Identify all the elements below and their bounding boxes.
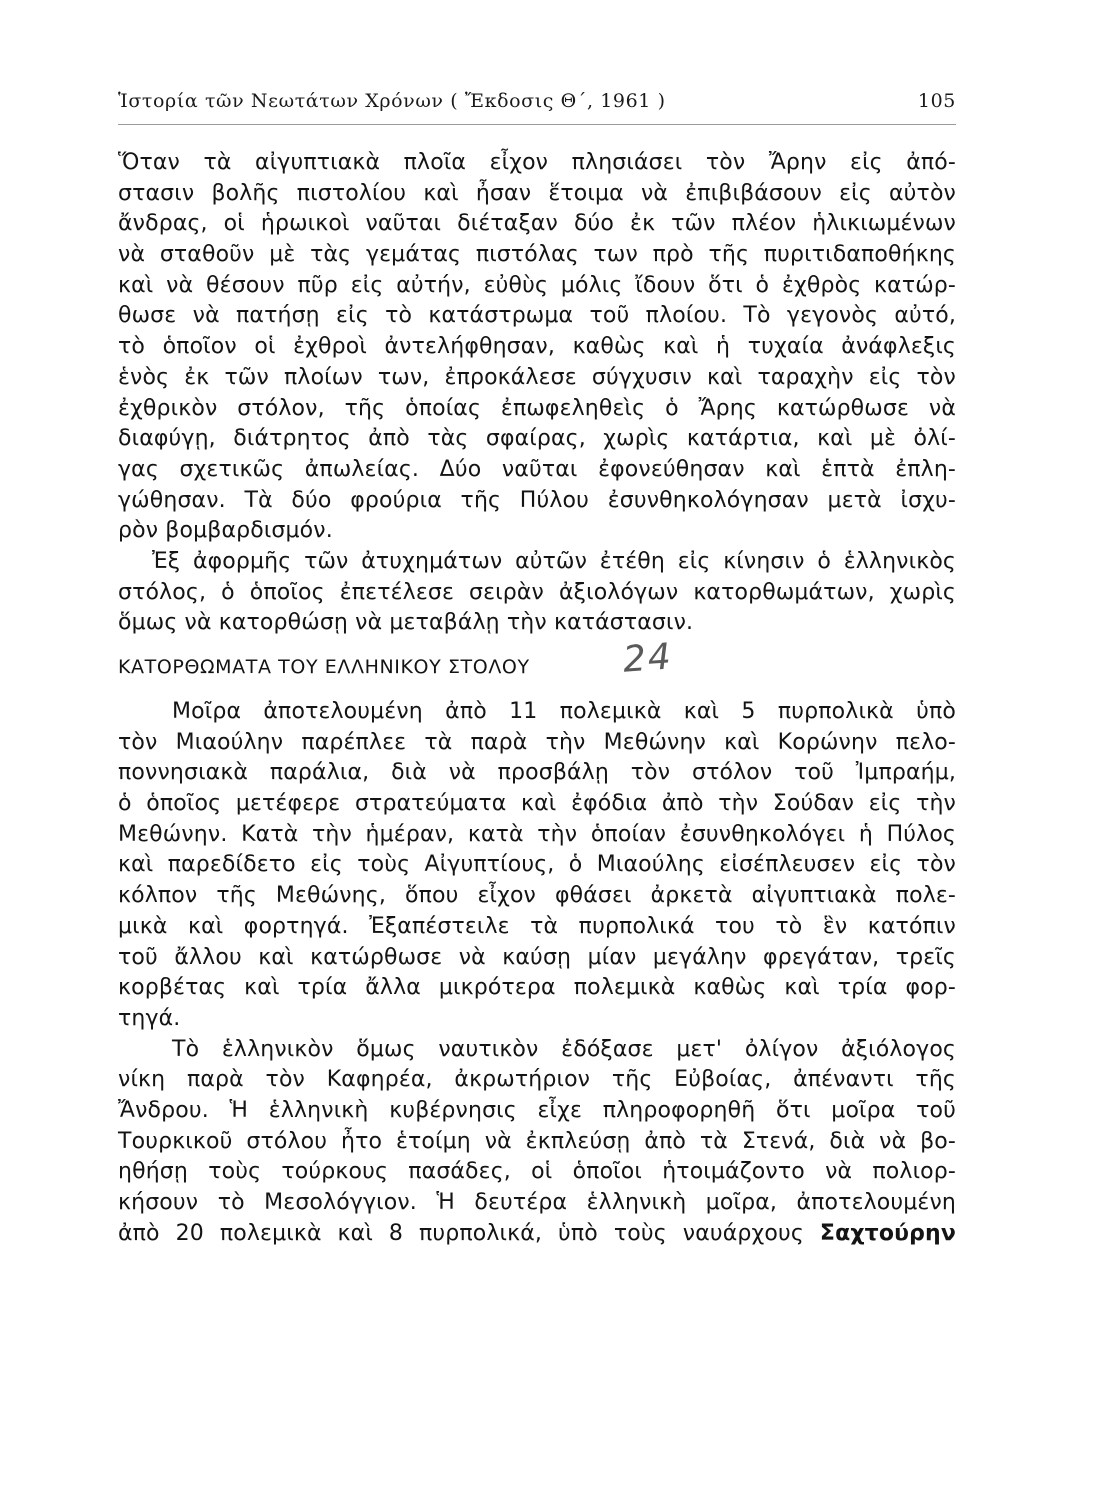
paragraph-line: κορβέτας καὶ τρία ἄλλα μικρότερα πολεμικὰ καθὼς καὶ τρία φορ-	[118, 975, 956, 1001]
section-heading	[118, 636, 956, 683]
paragraph-line: γώθησαν. Τὰ δύο φρούρια τῆς Πύλου ἐσυνθηκολόγησαν μετὰ ἰσχυ-	[118, 487, 956, 513]
paragraph-line: Τουρκικοῦ στόλου ἦτο ἑτοίμη νὰ ἐκπλεύσῃ ἀπὸ τὰ Στενά, διὰ νὰ βο-	[118, 1128, 956, 1154]
paragraph-line: τοῦ ἄλλου καὶ κατώρθωσε νὰ καύσῃ μίαν μεγάλην φρεγάταν, τρεῖς	[118, 944, 956, 970]
paragraph-line: τὸν Μιαούλην παρέπλεε τὰ παρὰ τὴν Μεθώνην καὶ Κορώνην πελο-	[118, 729, 956, 755]
paragraph-line: διαφύγῃ, διάτρητος ἀπὸ τὰς σφαίρας, χωρὶς κατάρτια, καὶ μὲ ὀλί-	[118, 426, 956, 452]
paragraph-line: στασιν βολῆς πιστολίου καὶ ἦσαν ἕτοιμα νὰ ἐπιβιβάσουν εἰς αὐτὸν	[118, 180, 956, 206]
paragraph-line: γας σχετικῶς ἀπωλείας. Δύο ναῦται ἐφονεύθησαν καὶ ἑπτὰ ἐπλη-	[118, 456, 956, 482]
running-title: Ἱστορία τῶν Νεωτάτων Χρόνων ( Ἔκδοσις Θ΄, 1961 )	[118, 90, 666, 112]
body-text	[118, 148, 956, 1249]
paragraph-line-text: ἀπὸ 20 πολεμικὰ καὶ 8 πυρπολικά, ὑπὸ τοὺς ναυάρχους	[118, 1220, 804, 1246]
paragraph-line: Ὅταν τὰ αἰγυπτιακὰ πλοῖα εἶχον πλησιάσει τὸν Ἄρην εἰς ἀπό-	[118, 150, 956, 175]
paragraph-line: ποννησιακὰ παράλια, διὰ νὰ προσβάλῃ τὸν στόλον τοῦ Ἰμπραήμ,	[118, 760, 956, 786]
paragraph-line: ἄνδρας, οἱ ἡρωικοὶ ναῦται διέταξαν δύο ἐκ τῶν πλέον ἡλικιωμένων	[118, 211, 956, 237]
paragraph-line: Τὸ ἑλληνικὸν ὅμως ναυτικὸν ἐδόξασε μετ' ὀλίγον ἀξιόλογος	[172, 1036, 956, 1062]
running-header	[118, 90, 956, 120]
paragraph-line: νὰ σταθοῦν μὲ τὰς γεμάτας πιστόλας των πρὸ τῆς πυριτιδαποθήκης	[118, 242, 956, 268]
paragraph-line: τηγά.	[118, 1005, 181, 1031]
paragraph-line-last	[118, 1219, 956, 1250]
paragraph-line: μικὰ καὶ φορτηγά. Ἐξαπέστειλε τὰ πυρπολικά του τὸ ἓν κατόπιν	[118, 913, 956, 939]
paragraph-line: στόλος, ὁ ὁποῖος ἐπετέλεσε σειρὰν ἀξιολόγων κατορθωμάτων, χωρὶς	[118, 579, 956, 605]
paragraph-line: Ἄνδρου. Ἡ ἑλληνικὴ κυβέρνησις εἶχε πληροφορηθῆ ὅτι μοῖρα τοῦ	[118, 1097, 956, 1123]
bold-name: Σαχτούρην	[819, 1220, 956, 1246]
paragraph-line: τὸ ὁποῖον οἱ ἐχθροὶ ἀντελήφθησαν, καθὼς καὶ ἡ τυχαία ἀνάφλεξις	[118, 334, 956, 360]
paragraph-line: θωσε νὰ πατήσῃ εἰς τὸ κατάστρωμα τοῦ πλοίου. Τὸ γεγονὸς αὐτό,	[118, 303, 956, 329]
paragraph-line: ἑνὸς ἐκ τῶν πλοίων των, ἐπροκάλεσε σύγχυσιν καὶ ταραχὴν εἰς τὸν	[118, 364, 956, 390]
paragraph-line: νίκη παρὰ τὸν Καφηρέα, ἀκρωτήριον τῆς Εὐβοίας, ἀπέναντι τῆς	[118, 1067, 956, 1093]
paragraph-line: ὁ ὁποῖος μετέφερε στρατεύματα καὶ ἐφόδια ἀπὸ τὴν Σούδαν εἰς τὴν	[118, 791, 956, 817]
paragraph-line: κόλπον τῆς Μεθώνης, ὅπου εἶχον φθάσει ἀρκετὰ αἰγυπτιακὰ πολε-	[118, 883, 956, 909]
paragraph-line: Ἐξ ἀφορμῆς τῶν ἀτυχημάτων αὐτῶν ἐτέθη εἰς κίνησιν ὁ ἑλληνικὸς	[152, 548, 956, 574]
paragraph-line: καὶ νὰ θέσουν πῦρ εἰς αὐτήν, εὐθὺς μόλις ἴδουν ὅτι ὁ ἐχθρὸς κατώρ-	[118, 272, 956, 298]
paragraph-line: Μεθώνην. Κατὰ τὴν ἡμέραν, κατὰ τὴν ὁποίαν ἐσυνθηκολόγει ἡ Πύλος	[118, 821, 956, 847]
header-rule	[118, 124, 956, 125]
handwritten-mark: 24	[621, 636, 675, 681]
paragraph-line: καὶ παρεδίδετο εἰς τοὺς Αἰγυπτίους, ὁ Μιαούλης εἰσέπλευσεν εἰς τὸν	[118, 852, 956, 878]
paragraph-line: Μοῖρα ἀποτελουμένη ἀπὸ 11 πολεμικὰ καὶ 5 πυρπολικὰ ὑπὸ	[172, 699, 956, 724]
page-number: 105	[917, 90, 956, 112]
paragraph-line: ὅμως νὰ κατορθώσῃ νὰ μεταβάλῃ τὴν κατάστασιν.	[118, 610, 694, 636]
paragraph-line: ἐχθρικὸν στόλον, τῆς ὁποίας ἐπωφεληθεὶς ὁ Ἄρης κατώρθωσε νὰ	[118, 395, 956, 421]
paragraph-line: ηθήσῃ τοὺς τούρκους πασάδες, οἱ ὁποῖοι ἡτοιμάζοντο νὰ πολιορ-	[118, 1159, 956, 1185]
section-heading-text: ΚΑΤΟΡΘΩΜΑΤΑ ΤΟΥ ΕΛΛΗΝΙΚΟΥ ΣΤΟΛΟΥ	[118, 656, 530, 678]
paragraph-line: ρὸν βομβαρδισμόν.	[118, 518, 333, 544]
paragraph-line: κήσουν τὸ Μεσολόγγιον. Ἡ δευτέρα ἑλληνικὴ μοῖρα, ἀποτελουμένη	[118, 1190, 956, 1215]
